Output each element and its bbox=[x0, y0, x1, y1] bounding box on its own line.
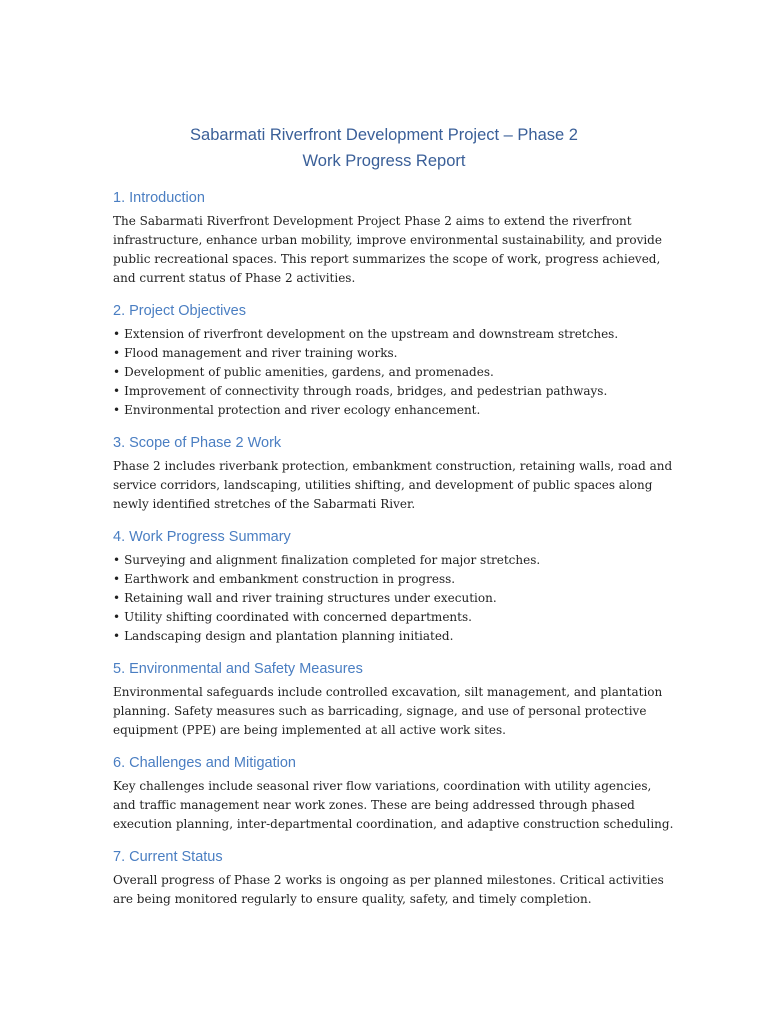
bullet-item bbox=[113, 401, 658, 420]
paragraph-line: The Sabarmati Riverfront Development Project Phase 2 aims to extend the riverfront bbox=[113, 214, 632, 228]
bullet-icon: • bbox=[113, 384, 121, 398]
section-project-objectives bbox=[113, 302, 658, 420]
section-paragraph bbox=[113, 212, 662, 288]
bullet-icon: • bbox=[113, 327, 121, 341]
section-paragraph bbox=[113, 683, 663, 740]
bullet-item bbox=[113, 608, 658, 627]
bullet-item bbox=[113, 382, 658, 401]
bullet-icon: • bbox=[113, 553, 121, 567]
bullet-item bbox=[113, 551, 658, 570]
paragraph-line: equipment (PPE) are being implemented at all active work sites. bbox=[113, 723, 506, 737]
bullet-text: Improvement of connectivity through roads, bridges, and pedestrian pathways. bbox=[124, 384, 608, 398]
bullet-item bbox=[113, 363, 658, 382]
bullet-icon: • bbox=[113, 572, 121, 586]
paragraph-line: Key challenges include seasonal river flow variations, coordination with utility agencies, bbox=[113, 779, 652, 793]
bullet-item bbox=[113, 344, 658, 363]
bullet-icon: • bbox=[113, 610, 121, 624]
paragraph-line: infrastructure, enhance urban mobility, improve environmental sustainability, and provide bbox=[113, 233, 662, 247]
paragraph-line: service corridors, landscaping, utilities shifting, and development of public spaces along bbox=[113, 478, 653, 492]
bullet-icon: • bbox=[113, 346, 121, 360]
section-heading: 5. Environmental and Safety Measures bbox=[113, 661, 363, 677]
paragraph-line: execution planning, inter-departmental coordination, and adaptive construction scheduling. bbox=[113, 817, 674, 831]
paragraph-line: newly identified stretches of the Sabarmati River. bbox=[113, 497, 416, 511]
bullet-text: Environmental protection and river ecology enhancement. bbox=[124, 403, 481, 417]
document-subtitle: Work Progress Report bbox=[302, 152, 466, 170]
paragraph-line: are being monitored regularly to ensure quality, safety, and timely completion. bbox=[113, 892, 592, 906]
section-challenges-mitigation bbox=[113, 754, 674, 834]
bullet-text: Retaining wall and river training structures under execution. bbox=[124, 591, 497, 605]
paragraph-line: public recreational spaces. This report summarizes the scope of work, progress achieved, bbox=[113, 252, 661, 266]
bullet-text: Landscaping design and plantation planning initiated. bbox=[124, 629, 454, 643]
paragraph-line: Environmental safeguards include controlled excavation, silt management, and plantation bbox=[113, 685, 663, 699]
bullet-item bbox=[113, 589, 658, 608]
section-work-progress-summary bbox=[113, 528, 658, 646]
bullet-icon: • bbox=[113, 629, 121, 643]
paragraph-line: and traffic management near work zones. These are being addressed through phased bbox=[113, 798, 635, 812]
bullet-text: Utility shifting coordinated with concerned departments. bbox=[124, 610, 472, 624]
bullet-item bbox=[113, 627, 658, 646]
section-heading: 6. Challenges and Mitigation bbox=[113, 755, 296, 771]
section-heading: 1. Introduction bbox=[113, 190, 205, 206]
section-current-status bbox=[113, 848, 664, 909]
document-title: Sabarmati Riverfront Development Project – Phase 2 bbox=[190, 126, 578, 144]
bullet-text: Development of public amenities, gardens, and promenades. bbox=[124, 365, 494, 379]
bullet-text: Flood management and river training works. bbox=[124, 346, 398, 360]
bullet-item bbox=[113, 570, 658, 589]
section-paragraph bbox=[113, 457, 673, 514]
bullet-text: Surveying and alignment finalization completed for major stretches. bbox=[124, 553, 541, 567]
bullet-icon: • bbox=[113, 591, 121, 605]
section-environmental-safety bbox=[113, 660, 663, 740]
section-introduction bbox=[113, 189, 662, 288]
bullet-icon: • bbox=[113, 403, 121, 417]
paragraph-line: planning. Safety measures such as barricading, signage, and use of personal protective bbox=[113, 704, 647, 718]
bullet-text: Earthwork and embankment construction in progress. bbox=[124, 572, 456, 586]
paragraph-line: Phase 2 includes riverbank protection, embankment construction, retaining walls, road and bbox=[113, 459, 673, 473]
section-paragraph bbox=[113, 777, 674, 834]
paragraph-line: and current status of Phase 2 activities. bbox=[113, 271, 356, 285]
section-heading: 4. Work Progress Summary bbox=[113, 529, 291, 545]
bullet-icon: • bbox=[113, 365, 121, 379]
section-heading: 3. Scope of Phase 2 Work bbox=[113, 435, 282, 451]
section-scope-of-work bbox=[113, 434, 673, 514]
section-paragraph bbox=[113, 871, 664, 909]
bullet-item bbox=[113, 325, 658, 344]
paragraph-line: Overall progress of Phase 2 works is ongoing as per planned milestones. Critical activities bbox=[113, 873, 664, 887]
bullet-text: Extension of riverfront development on the upstream and downstream stretches. bbox=[124, 327, 619, 341]
section-heading: 7. Current Status bbox=[113, 849, 223, 865]
section-heading: 2. Project Objectives bbox=[113, 303, 246, 319]
